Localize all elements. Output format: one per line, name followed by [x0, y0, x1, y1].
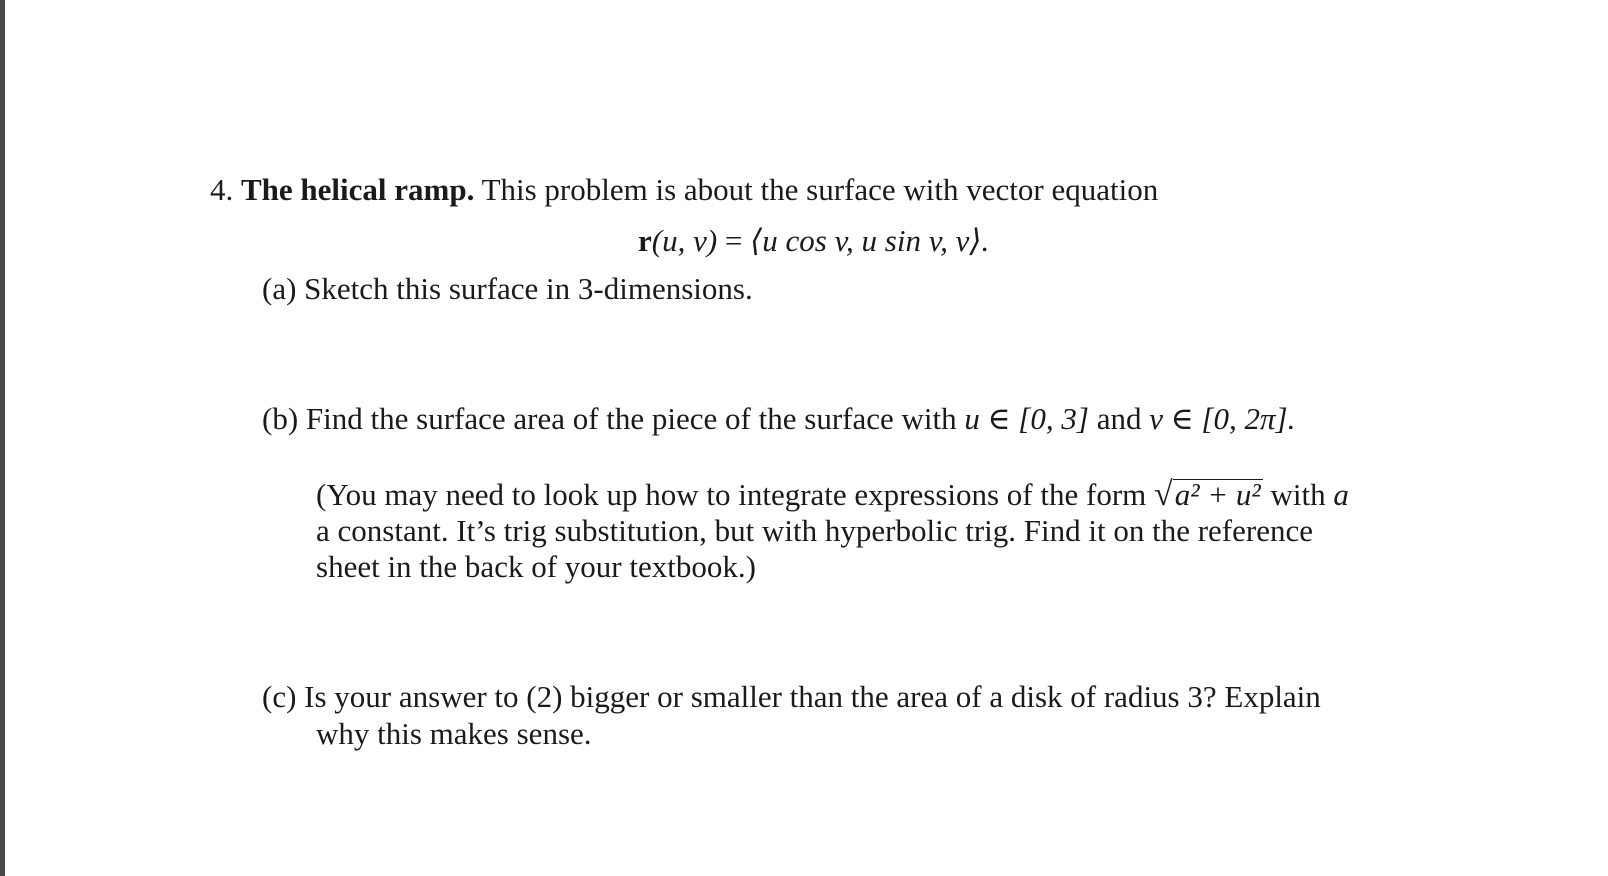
- sqrt-expression: [1154, 476, 1263, 513]
- hint-text-before: (You may need to look up how to integrate expressions of the form: [316, 477, 1147, 512]
- problem-number: 4.: [210, 172, 234, 207]
- radical-sign: √: [1154, 476, 1173, 513]
- hint-var-a: a: [1333, 477, 1349, 512]
- problem-intro: This problem is about the surface with vector equation: [481, 172, 1159, 207]
- part-b-label: (b): [262, 401, 299, 436]
- part-c-line-2: why this makes sense.: [316, 716, 592, 751]
- part-b-hint-line-1: [316, 476, 1349, 513]
- part-b-hint-line-2: a constant. It’s trig substitution, but with hyperbolic trig. Find it on the reference: [316, 513, 1313, 548]
- equation-rhs: ⟨u cos v, u sin v, v⟩.: [750, 223, 990, 258]
- part-b-text: Find the surface area of the piece of the surface with: [305, 401, 957, 436]
- part-b: [262, 400, 1295, 437]
- equation-r: r: [638, 223, 652, 258]
- part-a-label: (a): [262, 271, 297, 306]
- part-c-label: (c): [262, 679, 297, 714]
- part-b-condition-v: v ∈ [0, 2π].: [1149, 401, 1296, 436]
- problem-header: [210, 171, 1158, 208]
- equation-equals: =: [724, 223, 743, 258]
- part-a-text: Sketch this surface in 3-dimensions.: [304, 271, 753, 306]
- part-b-and: and: [1096, 401, 1142, 436]
- equation-args: (u, v): [651, 223, 718, 258]
- part-c-text: Is your answer to (2) bigger or smaller than the area of a disk of radius 3? Explain: [304, 679, 1321, 714]
- problem-title: The helical ramp.: [241, 172, 475, 207]
- vector-equation: [638, 222, 989, 259]
- radicand: a² + u²: [1174, 477, 1261, 512]
- part-c-line-1: [262, 678, 1321, 715]
- hint-text-after: with: [1270, 477, 1326, 512]
- part-a: [262, 270, 753, 307]
- part-b-hint-line-3: sheet in the back of your textbook.): [316, 549, 756, 584]
- part-b-condition-u: u ∈ [0, 3]: [964, 401, 1089, 436]
